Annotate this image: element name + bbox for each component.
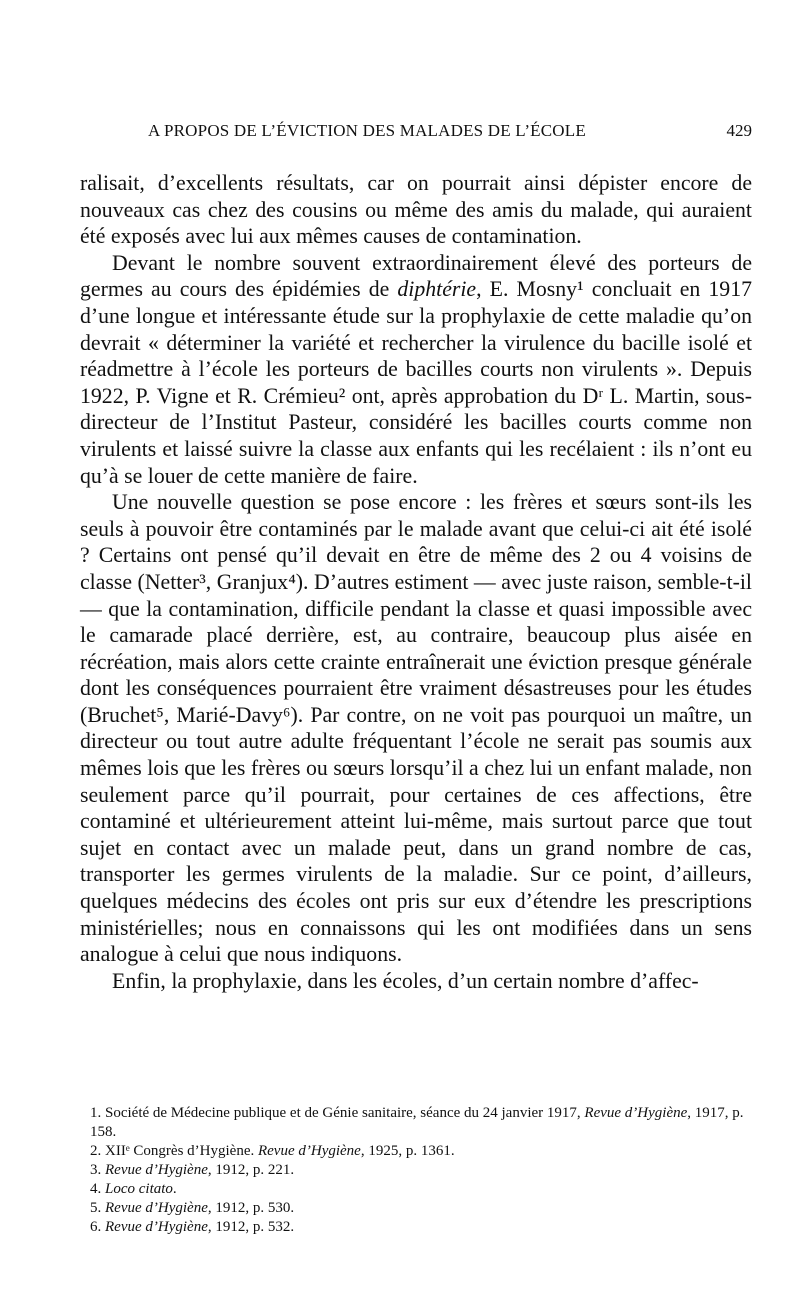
footnote-ref: , 1912, p. 221. (207, 1162, 295, 1178)
footnotes (90, 1104, 750, 1237)
footnote-journal: Revue d’Hygiène (105, 1200, 208, 1216)
footnote-6 (90, 1218, 750, 1237)
footnote-number: 3. (90, 1162, 102, 1178)
footnote-3 (90, 1161, 750, 1180)
paragraph-3: Une nouvelle question se pose encore : les frères et sœurs sont-ils les seuls à pouvoir être contaminés par le malade avant que celui-ci ait été isolé ? Certains ont pensé qu’il devait en être de même des 2 ou 4 voisins de classe (Netter³, Granjux⁴). D’autres estiment — avec juste raison, semble-t-il — que la contamination, difficile pendant la classe et quasi impossible avec le camarade placé derrière, est, au contraire, beaucoup plus aisée en récréation, mais alors cette crainte entraînerait une éviction presque générale dont les conséquences pourraient être vraiment désastreuses pour les études (Bruchet⁵, Marié-Davy⁶). Par contre, on ne voit pas pourquoi un maître, un directeur ou tout autre adulte fréquentant l’école ne serait pas soumis aux mêmes lois que les frères ou sœurs lorsqu’il a chez lui un enfant malade, non seulement parce qu’il pourrait, pour certaines de ces affections, être contaminé et ultérieurement atteint lui-même, mais surtout parce que tout sujet en contact avec un malade peut, dans un grand nombre de cas, transporter les germes virulents de la maladie. Sur ce point, d’ailleurs, quelques médecins des écoles ont pris sur eux d’étendre les prescriptions ministérielles; nous en connaissons qui les ont modifiées dans un sens analogue à celui que nous indiquons. (80, 490, 752, 967)
footnote-ref: , 1912, p. 532. (207, 1219, 295, 1235)
page-header (80, 121, 752, 147)
footnote-2 (90, 1142, 750, 1161)
page-number: 429 (726, 121, 752, 140)
footnote-1 (90, 1104, 750, 1142)
footnote-ref: , 1912, p. 530. (207, 1200, 295, 1216)
paragraph-4: Enfin, la prophylaxie, dans les écoles, d’un certain nombre d’affec- (112, 968, 699, 993)
footnote-5 (90, 1199, 750, 1218)
footnote-journal: Revue d’Hygiène (584, 1105, 688, 1121)
footnote-journal: Loco citato (105, 1181, 173, 1197)
footnote-journal: Revue d’Hygiène (105, 1219, 208, 1235)
footnote-ref: , 1925, p. 1361. (360, 1143, 455, 1159)
paragraph-2-italic: diphtérie (397, 277, 477, 302)
footnote-number: 4. (90, 1181, 102, 1197)
footnote-number: 6. (90, 1219, 102, 1235)
footnote-text: XIIᵉ Congrès d’Hygiène. (105, 1143, 258, 1159)
body-text (80, 170, 752, 994)
footnote-journal: Revue d’Hygiène (105, 1162, 208, 1178)
footnote-text: Société de Médecine publique et de Génie sanitaire, séance du 24 janvier 1917, (105, 1105, 585, 1121)
footnote-ref: . (172, 1181, 177, 1197)
footnote-number: 1. (90, 1105, 102, 1121)
footnote-number: 5. (90, 1200, 102, 1216)
footnote-4 (90, 1180, 750, 1199)
footnote-number: 2. (90, 1143, 102, 1159)
running-title: A PROPOS DE L’ÉVICTION DES MALADES DE L’ÉCOLE (148, 121, 586, 140)
paragraph-2-end: , E. Mosny¹ concluait en 1917 d’une longue et intéressante étude sur la prophylaxie de cette maladie qu’on devrait « déterminer la variété et rechercher la virulence du bacille isolé et réadmettre à l’école les porteurs de bacilles courts non virulents ». Depuis 1922, P. Vigne et R. Crémieu² ont, après approbation du Dʳ L. Martin, sous-directeur de l’Institut Pasteur, considéré les bacilles courts comme non virulents et laissé suivre la classe aux enfants qui les recélaient : ils n’ont eu qu’à se louer de cette manière de faire. (80, 277, 753, 488)
paragraph-2-start: Devant le nombre souvent extraordinairement élevé des porteurs de germes au cours des épidémies de (80, 250, 752, 302)
footnote-journal: Revue d’Hygiène (257, 1143, 361, 1159)
footnote-ref: , 1917, p. 158. (90, 1105, 744, 1140)
paragraph-2 (80, 250, 752, 489)
paragraph-1: ralisait, d’excellents résultats, car on pourrait ainsi dépister encore de nouveaux cas chez des cousins ou même des amis du malade, qui auraient été exposés avec lui aux mêmes causes de contamination. (80, 171, 752, 249)
